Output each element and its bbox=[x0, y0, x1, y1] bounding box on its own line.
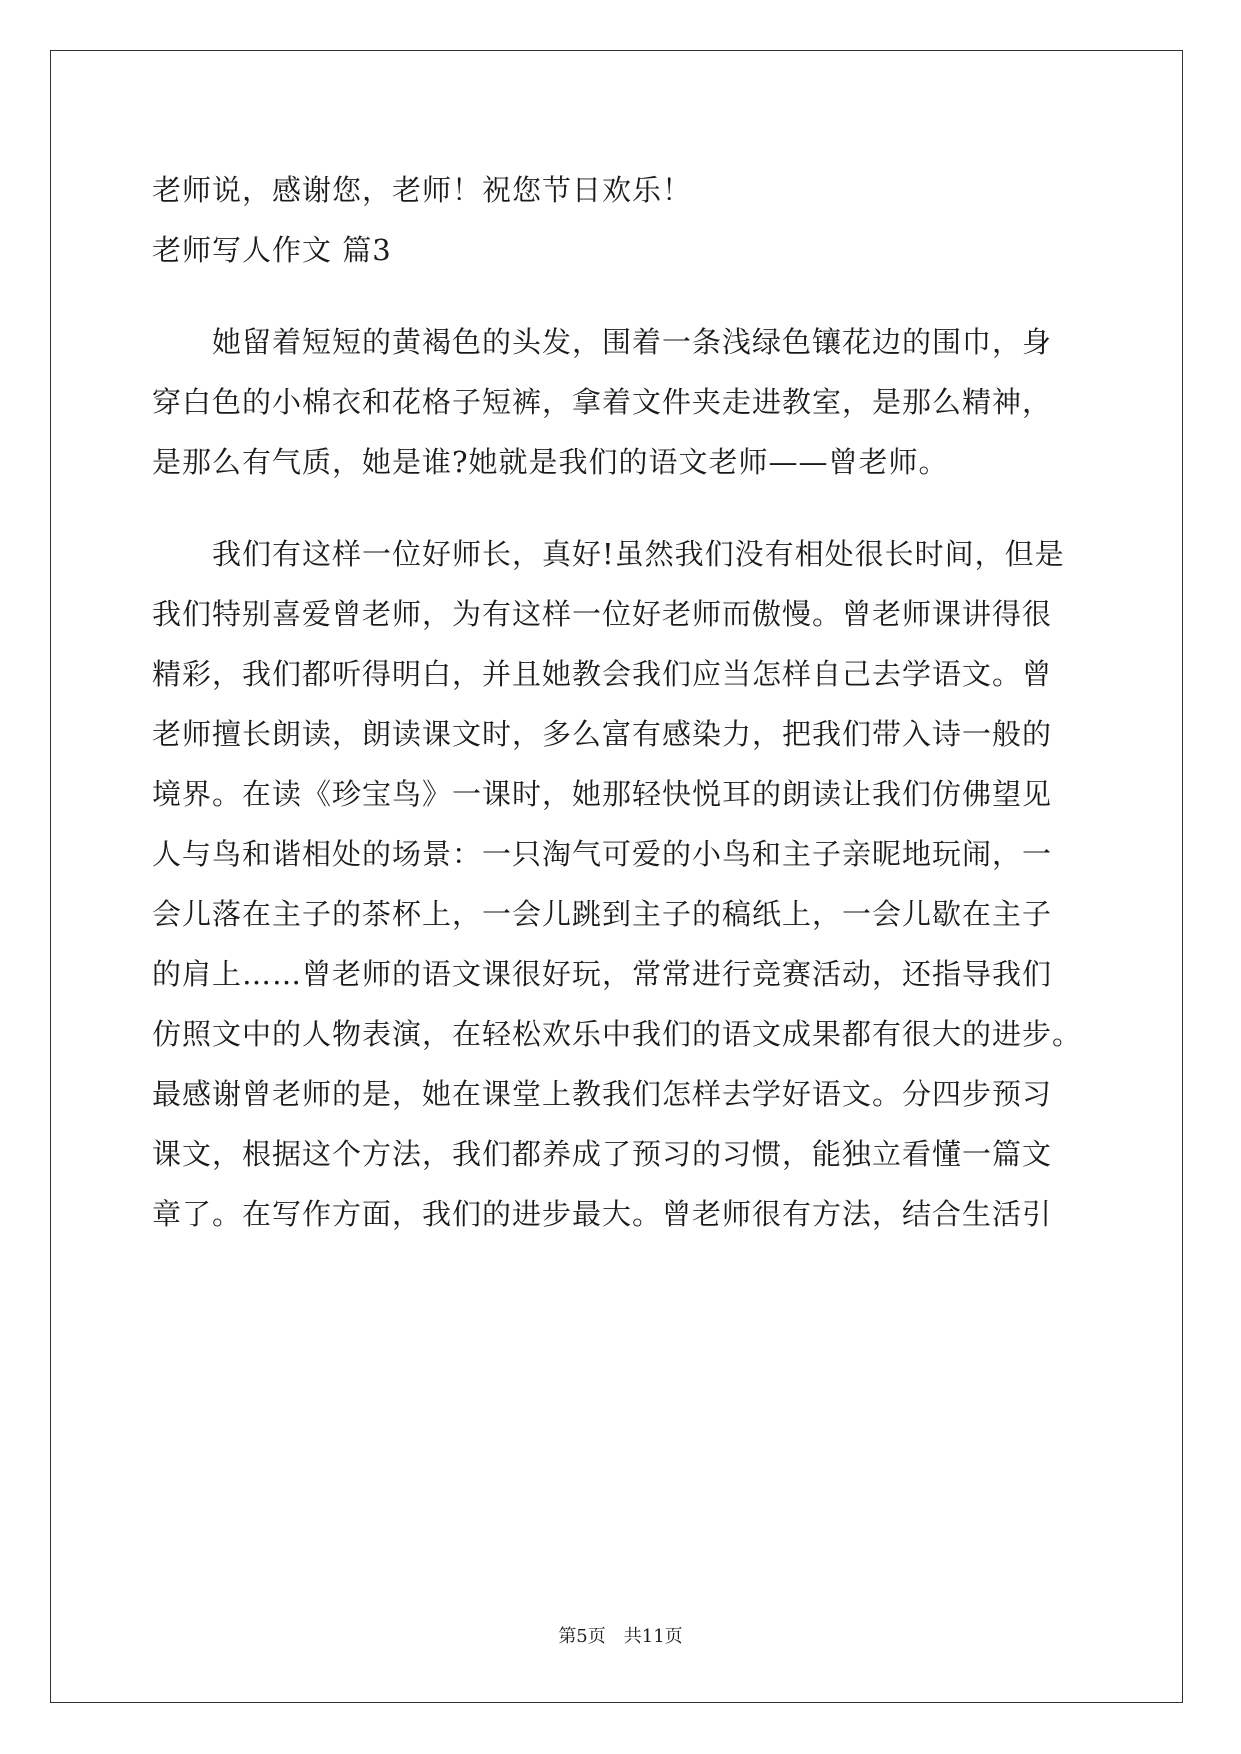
text-line: 会儿落在主子的茶杯上，一会儿跳到主子的稿纸上，一会儿歇在主子 bbox=[152, 897, 1053, 931]
section-heading: 老师写人作文 篇3 bbox=[152, 233, 392, 267]
text-line: 人与鸟和谐相处的场景：一只淘气可爱的小鸟和主子亲昵地玩闹，一 bbox=[152, 837, 1053, 871]
text-line: 我们有这样一位好师长，真好!虽然我们没有相处很长时间，但是 bbox=[152, 537, 1065, 571]
closing-line: 老师说，感谢您，老师！祝您节日欢乐！ bbox=[152, 173, 693, 207]
text-line: 境界。在读《珍宝鸟》一课时，她那轻快悦耳的朗读让我们仿佛望见 bbox=[152, 777, 1053, 811]
text-line: 章了。在写作方面，我们的进步最大。曾老师很有方法，结合生活引 bbox=[152, 1197, 1053, 1231]
text-line: 我们特别喜爱曾老师，为有这样一位好老师而傲慢。曾老师课讲得很 bbox=[152, 597, 1053, 631]
text-line: 的肩上……曾老师的语文课很好玩，常常进行竞赛活动，还指导我们 bbox=[152, 957, 1053, 991]
text-line: 她留着短短的黄褐色的头发，围着一条浅绿色镶花边的围巾，身 bbox=[152, 325, 1053, 359]
document-body bbox=[152, 160, 1112, 1244]
paragraph-1 bbox=[152, 312, 1112, 492]
text-line: 是那么有气质，她是谁?她就是我们的语文老师——曾老师。 bbox=[152, 445, 949, 479]
page-number: 第5页 共11页 bbox=[558, 1626, 683, 1647]
text-line: 穿白色的小棉衣和花格子短裤，拿着文件夹走进教室，是那么精神， bbox=[152, 385, 1053, 419]
paragraph-spacer bbox=[152, 492, 1112, 524]
text-line: 最感谢曾老师的是，她在课堂上教我们怎样去学好语文。分四步预习 bbox=[152, 1077, 1053, 1111]
text-line: 精彩，我们都听得明白，并且她教会我们应当怎样自己去学语文。曾 bbox=[152, 657, 1053, 691]
text-line: 仿照文中的人物表演，在轻松欢乐中我们的语文成果都有很大的进步。 bbox=[152, 1017, 1083, 1051]
paragraph-2 bbox=[152, 524, 1112, 1244]
text-line: 课文，根据这个方法，我们都养成了预习的习惯，能独立看懂一篇文 bbox=[152, 1137, 1053, 1171]
text-line: 老师擅长朗读，朗读课文时，多么富有感染力，把我们带入诗一般的 bbox=[152, 717, 1053, 751]
